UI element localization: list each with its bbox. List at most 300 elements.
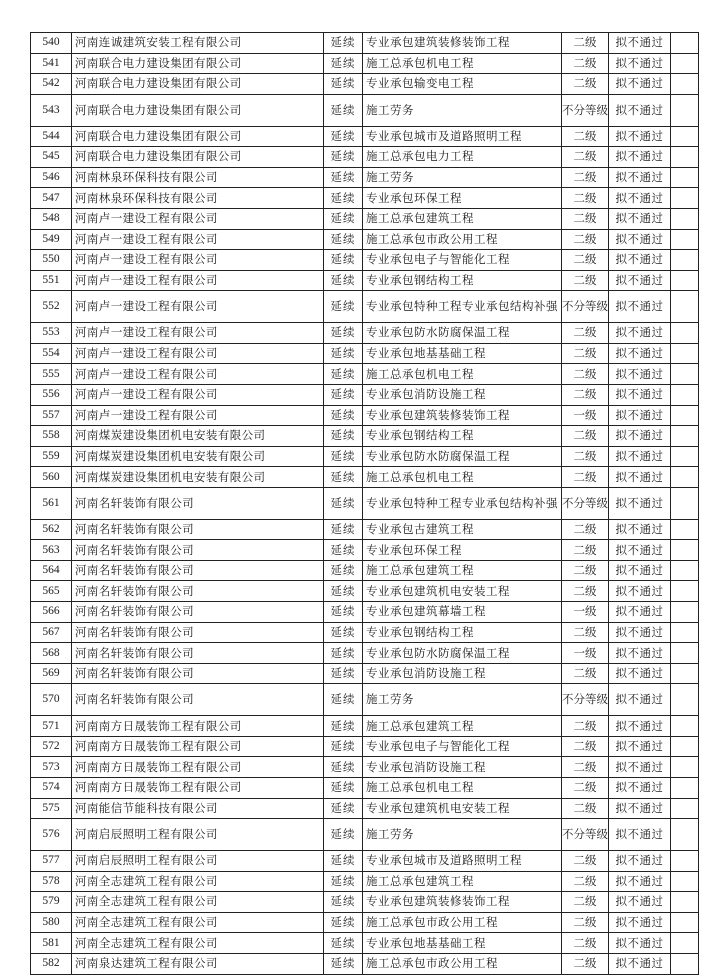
table-row [31,850,699,871]
row-number-cell: 544 [31,126,72,147]
row-number-cell: 546 [31,167,72,188]
empty-extra-cell [671,912,699,933]
review-result-cell: 拟不通过 [609,250,671,271]
review-result-cell: 拟不通过 [609,560,671,581]
application-type-cell: 延续 [324,519,363,540]
table-row [31,94,699,126]
review-result-cell: 拟不通过 [609,291,671,323]
application-type-cell: 延续 [324,229,363,250]
qualification-cell: 专业承包建筑机电安装工程 [363,581,562,602]
row-number-cell: 558 [31,426,72,447]
qualification-cell: 施工总承包机电工程 [363,53,562,74]
company-name-cell: 河南名轩装饰有限公司 [72,487,324,519]
empty-extra-cell [671,716,699,737]
table-row [31,126,699,147]
empty-extra-cell [671,663,699,684]
review-result-cell: 拟不通过 [609,53,671,74]
application-type-cell: 延续 [324,540,363,561]
company-name-cell: 河南卢一建设工程有限公司 [72,250,324,271]
application-type-cell: 延续 [324,426,363,447]
qualification-cell: 专业承包特种工程专业承包结构补强 [363,291,562,323]
application-type-cell: 延续 [324,560,363,581]
empty-extra-cell [671,405,699,426]
review-result-cell: 拟不通过 [609,229,671,250]
row-number-cell: 552 [31,291,72,323]
company-name-cell: 河南煤炭建设集团机电安装有限公司 [72,446,324,467]
grade-cell: 不分等级 [562,94,609,126]
qualification-cell: 专业承包古建筑工程 [363,519,562,540]
row-number-cell: 581 [31,933,72,954]
application-type-cell: 延续 [324,933,363,954]
qualification-review-table [30,32,699,975]
review-result-cell: 拟不通过 [609,405,671,426]
grade-cell: 不分等级 [562,684,609,716]
company-name-cell: 河南林泉环保科技有限公司 [72,167,324,188]
application-type-cell: 延续 [324,622,363,643]
table-row [31,519,699,540]
review-result-cell: 拟不通过 [609,446,671,467]
table-row [31,53,699,74]
application-type-cell: 延续 [324,208,363,229]
empty-extra-cell [671,446,699,467]
empty-extra-cell [671,602,699,623]
company-name-cell: 河南南方日晟装饰工程有限公司 [72,778,324,799]
empty-extra-cell [671,188,699,209]
row-number-cell: 562 [31,519,72,540]
review-result-cell: 拟不通过 [609,126,671,147]
row-number-cell: 559 [31,446,72,467]
row-number-cell: 563 [31,540,72,561]
table-row [31,892,699,913]
application-type-cell: 延续 [324,871,363,892]
qualification-cell: 施工总承包机电工程 [363,364,562,385]
review-result-cell: 拟不通过 [609,167,671,188]
application-type-cell: 延续 [324,188,363,209]
row-number-cell: 569 [31,663,72,684]
qualification-cell: 专业承包建筑装修装饰工程 [363,892,562,913]
empty-extra-cell [671,487,699,519]
row-number-cell: 550 [31,250,72,271]
review-result-cell: 拟不通过 [609,384,671,405]
row-number-cell: 573 [31,757,72,778]
review-result-cell: 拟不通过 [609,467,671,488]
review-result-cell: 拟不通过 [609,912,671,933]
qualification-cell: 专业承包消防设施工程 [363,384,562,405]
qualification-cell: 专业承包建筑装修装饰工程 [363,405,562,426]
qualification-cell: 专业承包地基基础工程 [363,933,562,954]
review-result-cell: 拟不通过 [609,581,671,602]
table-row [31,643,699,664]
company-name-cell: 河南名轩装饰有限公司 [72,581,324,602]
grade-cell: 二级 [562,208,609,229]
company-name-cell: 河南卢一建设工程有限公司 [72,364,324,385]
qualification-cell: 专业承包防水防腐保温工程 [363,323,562,344]
grade-cell: 二级 [562,364,609,385]
company-name-cell: 河南林泉环保科技有限公司 [72,188,324,209]
row-number-cell: 554 [31,343,72,364]
company-name-cell: 河南全志建筑工程有限公司 [72,892,324,913]
company-name-cell: 河南名轩装饰有限公司 [72,560,324,581]
table-row [31,33,699,54]
review-result-cell: 拟不通过 [609,892,671,913]
grade-cell: 一级 [562,643,609,664]
company-name-cell: 河南南方日晟装饰工程有限公司 [72,757,324,778]
row-number-cell: 576 [31,819,72,851]
table-row [31,602,699,623]
qualification-cell: 专业承包建筑机电安装工程 [363,798,562,819]
row-number-cell: 540 [31,33,72,54]
table-row [31,778,699,799]
qualification-cell: 施工总承包市政公用工程 [363,229,562,250]
company-name-cell: 河南卢一建设工程有限公司 [72,208,324,229]
table-row [31,757,699,778]
table-row [31,622,699,643]
qualification-cell: 专业承包特种工程专业承包结构补强 [363,487,562,519]
grade-cell: 二级 [562,850,609,871]
empty-extra-cell [671,250,699,271]
row-number-cell: 568 [31,643,72,664]
application-type-cell: 延续 [324,716,363,737]
table-row [31,819,699,851]
application-type-cell: 延续 [324,384,363,405]
table-row [31,405,699,426]
company-name-cell: 河南联合电力建设集团有限公司 [72,94,324,126]
company-name-cell: 河南全志建筑工程有限公司 [72,871,324,892]
grade-cell: 二级 [562,757,609,778]
qualification-cell: 专业承包钢结构工程 [363,270,562,291]
row-number-cell: 579 [31,892,72,913]
table-row [31,250,699,271]
qualification-cell: 专业承包建筑幕墙工程 [363,602,562,623]
application-type-cell: 延续 [324,147,363,168]
company-name-cell: 河南卢一建设工程有限公司 [72,384,324,405]
review-result-cell: 拟不通过 [609,540,671,561]
qualification-cell: 施工总承包建筑工程 [363,208,562,229]
review-result-cell: 拟不通过 [609,953,671,974]
company-name-cell: 河南全志建筑工程有限公司 [72,912,324,933]
company-name-cell: 河南联合电力建设集团有限公司 [72,74,324,95]
grade-cell: 二级 [562,540,609,561]
table-row [31,798,699,819]
review-result-cell: 拟不通过 [609,933,671,954]
qualification-cell: 专业承包防水防腐保温工程 [363,643,562,664]
grade-cell: 二级 [562,778,609,799]
company-name-cell: 河南联合电力建设集团有限公司 [72,126,324,147]
empty-extra-cell [671,364,699,385]
empty-extra-cell [671,519,699,540]
review-result-cell: 拟不通过 [609,643,671,664]
row-number-cell: 543 [31,94,72,126]
table-row [31,684,699,716]
company-name-cell: 河南泉达建筑工程有限公司 [72,953,324,974]
row-number-cell: 541 [31,53,72,74]
application-type-cell: 延续 [324,53,363,74]
grade-cell: 二级 [562,519,609,540]
application-type-cell: 延续 [324,94,363,126]
application-type-cell: 延续 [324,736,363,757]
qualification-cell: 专业承包电子与智能化工程 [363,250,562,271]
empty-extra-cell [671,229,699,250]
row-number-cell: 572 [31,736,72,757]
application-type-cell: 延续 [324,74,363,95]
review-result-cell: 拟不通过 [609,364,671,385]
row-number-cell: 560 [31,467,72,488]
table-row [31,188,699,209]
grade-cell: 二级 [562,250,609,271]
grade-cell: 二级 [562,663,609,684]
company-name-cell: 河南卢一建设工程有限公司 [72,323,324,344]
row-number-cell: 545 [31,147,72,168]
grade-cell: 二级 [562,74,609,95]
review-result-cell: 拟不通过 [609,716,671,737]
application-type-cell: 延续 [324,581,363,602]
qualification-cell: 施工劳务 [363,684,562,716]
review-result-cell: 拟不通过 [609,519,671,540]
qualification-cell: 专业承包钢结构工程 [363,426,562,447]
table-row [31,384,699,405]
grade-cell: 二级 [562,953,609,974]
grade-cell: 二级 [562,716,609,737]
company-name-cell: 河南卢一建设工程有限公司 [72,343,324,364]
empty-extra-cell [671,850,699,871]
company-name-cell: 河南名轩装饰有限公司 [72,663,324,684]
qualification-cell: 专业承包环保工程 [363,188,562,209]
empty-extra-cell [671,684,699,716]
empty-extra-cell [671,147,699,168]
empty-extra-cell [671,126,699,147]
review-result-cell: 拟不通过 [609,188,671,209]
table-row [31,147,699,168]
grade-cell: 二级 [562,446,609,467]
table-row [31,912,699,933]
qualification-cell: 施工总承包机电工程 [363,467,562,488]
empty-extra-cell [671,871,699,892]
grade-cell: 二级 [562,426,609,447]
application-type-cell: 延续 [324,291,363,323]
qualification-cell: 施工总承包市政公用工程 [363,953,562,974]
table-row [31,953,699,974]
review-result-cell: 拟不通过 [609,602,671,623]
review-result-cell: 拟不通过 [609,622,671,643]
table-body [31,33,699,975]
grade-cell: 二级 [562,167,609,188]
empty-extra-cell [671,736,699,757]
review-result-cell: 拟不通过 [609,798,671,819]
empty-extra-cell [671,581,699,602]
empty-extra-cell [671,757,699,778]
company-name-cell: 河南名轩装饰有限公司 [72,602,324,623]
application-type-cell: 延续 [324,953,363,974]
qualification-cell: 专业承包输变电工程 [363,74,562,95]
empty-extra-cell [671,74,699,95]
application-type-cell: 延续 [324,446,363,467]
empty-extra-cell [671,343,699,364]
application-type-cell: 延续 [324,684,363,716]
grade-cell: 一级 [562,602,609,623]
review-result-cell: 拟不通过 [609,736,671,757]
qualification-cell: 专业承包钢结构工程 [363,622,562,643]
empty-extra-cell [671,467,699,488]
company-name-cell: 河南联合电力建设集团有限公司 [72,53,324,74]
grade-cell: 二级 [562,229,609,250]
qualification-cell: 施工总承包建筑工程 [363,871,562,892]
grade-cell: 不分等级 [562,291,609,323]
grade-cell: 二级 [562,33,609,54]
empty-extra-cell [671,53,699,74]
application-type-cell: 延续 [324,323,363,344]
empty-extra-cell [671,291,699,323]
application-type-cell: 延续 [324,757,363,778]
review-result-cell: 拟不通过 [609,819,671,851]
company-name-cell: 河南煤炭建设集团机电安装有限公司 [72,467,324,488]
application-type-cell: 延续 [324,467,363,488]
company-name-cell: 河南名轩装饰有限公司 [72,622,324,643]
row-number-cell: 580 [31,912,72,933]
row-number-cell: 575 [31,798,72,819]
qualification-cell: 施工总承包建筑工程 [363,560,562,581]
review-result-cell: 拟不通过 [609,426,671,447]
qualification-cell: 施工总承包建筑工程 [363,716,562,737]
table-row [31,467,699,488]
application-type-cell: 延续 [324,602,363,623]
table-row [31,871,699,892]
grade-cell: 二级 [562,736,609,757]
row-number-cell: 565 [31,581,72,602]
application-type-cell: 延续 [324,892,363,913]
row-number-cell: 582 [31,953,72,974]
grade-cell: 二级 [562,467,609,488]
table-row [31,540,699,561]
qualification-cell: 专业承包防水防腐保温工程 [363,446,562,467]
table-row [31,74,699,95]
table-row [31,270,699,291]
empty-extra-cell [671,323,699,344]
application-type-cell: 延续 [324,405,363,426]
empty-extra-cell [671,819,699,851]
grade-cell: 二级 [562,892,609,913]
grade-cell: 二级 [562,343,609,364]
empty-extra-cell [671,778,699,799]
review-result-cell: 拟不通过 [609,323,671,344]
empty-extra-cell [671,622,699,643]
company-name-cell: 河南名轩装饰有限公司 [72,684,324,716]
company-name-cell: 河南南方日晟装饰工程有限公司 [72,736,324,757]
review-result-cell: 拟不通过 [609,487,671,519]
application-type-cell: 延续 [324,343,363,364]
application-type-cell: 延续 [324,850,363,871]
table-row [31,323,699,344]
grade-cell: 二级 [562,560,609,581]
empty-extra-cell [671,167,699,188]
grade-cell: 二级 [562,581,609,602]
grade-cell: 一级 [562,405,609,426]
grade-cell: 不分等级 [562,819,609,851]
row-number-cell: 578 [31,871,72,892]
application-type-cell: 延续 [324,270,363,291]
grade-cell: 二级 [562,622,609,643]
row-number-cell: 571 [31,716,72,737]
table-row [31,716,699,737]
application-type-cell: 延续 [324,643,363,664]
application-type-cell: 延续 [324,364,363,385]
table-row [31,663,699,684]
empty-extra-cell [671,384,699,405]
company-name-cell: 河南卢一建设工程有限公司 [72,270,324,291]
qualification-cell: 专业承包建筑装修装饰工程 [363,33,562,54]
empty-extra-cell [671,643,699,664]
application-type-cell: 延续 [324,167,363,188]
empty-extra-cell [671,798,699,819]
company-name-cell: 河南名轩装饰有限公司 [72,643,324,664]
empty-extra-cell [671,33,699,54]
review-result-cell: 拟不通过 [609,778,671,799]
table-row [31,581,699,602]
empty-extra-cell [671,933,699,954]
row-number-cell: 561 [31,487,72,519]
row-number-cell: 570 [31,684,72,716]
review-result-cell: 拟不通过 [609,850,671,871]
review-result-cell: 拟不通过 [609,757,671,778]
application-type-cell: 延续 [324,663,363,684]
table-row [31,933,699,954]
company-name-cell: 河南煤炭建设集团机电安装有限公司 [72,426,324,447]
row-number-cell: 564 [31,560,72,581]
row-number-cell: 556 [31,384,72,405]
application-type-cell: 延续 [324,798,363,819]
empty-extra-cell [671,560,699,581]
application-type-cell: 延续 [324,819,363,851]
review-result-cell: 拟不通过 [609,663,671,684]
company-name-cell: 河南全志建筑工程有限公司 [72,933,324,954]
table-row [31,364,699,385]
table-row [31,167,699,188]
qualification-cell: 专业承包电子与智能化工程 [363,736,562,757]
table-row [31,291,699,323]
application-type-cell: 延续 [324,126,363,147]
empty-extra-cell [671,953,699,974]
empty-extra-cell [671,892,699,913]
qualification-cell: 专业承包环保工程 [363,540,562,561]
application-type-cell: 延续 [324,33,363,54]
row-number-cell: 567 [31,622,72,643]
review-result-cell: 拟不通过 [609,684,671,716]
qualification-cell: 施工总承包机电工程 [363,778,562,799]
row-number-cell: 557 [31,405,72,426]
row-number-cell: 553 [31,323,72,344]
review-result-cell: 拟不通过 [609,94,671,126]
grade-cell: 二级 [562,933,609,954]
qualification-cell: 施工劳务 [363,819,562,851]
grade-cell: 二级 [562,871,609,892]
qualification-cell: 施工总承包市政公用工程 [363,912,562,933]
qualification-cell: 施工总承包电力工程 [363,147,562,168]
row-number-cell: 542 [31,74,72,95]
table-row [31,560,699,581]
qualification-cell: 专业承包城市及道路照明工程 [363,850,562,871]
row-number-cell: 574 [31,778,72,799]
review-result-cell: 拟不通过 [609,270,671,291]
qualification-cell: 专业承包地基基础工程 [363,343,562,364]
company-name-cell: 河南卢一建设工程有限公司 [72,291,324,323]
company-name-cell: 河南能信节能科技有限公司 [72,798,324,819]
review-result-cell: 拟不通过 [609,343,671,364]
review-result-cell: 拟不通过 [609,208,671,229]
company-name-cell: 河南卢一建设工程有限公司 [72,229,324,250]
review-result-cell: 拟不通过 [609,33,671,54]
company-name-cell: 河南名轩装饰有限公司 [72,519,324,540]
row-number-cell: 555 [31,364,72,385]
table-row [31,208,699,229]
